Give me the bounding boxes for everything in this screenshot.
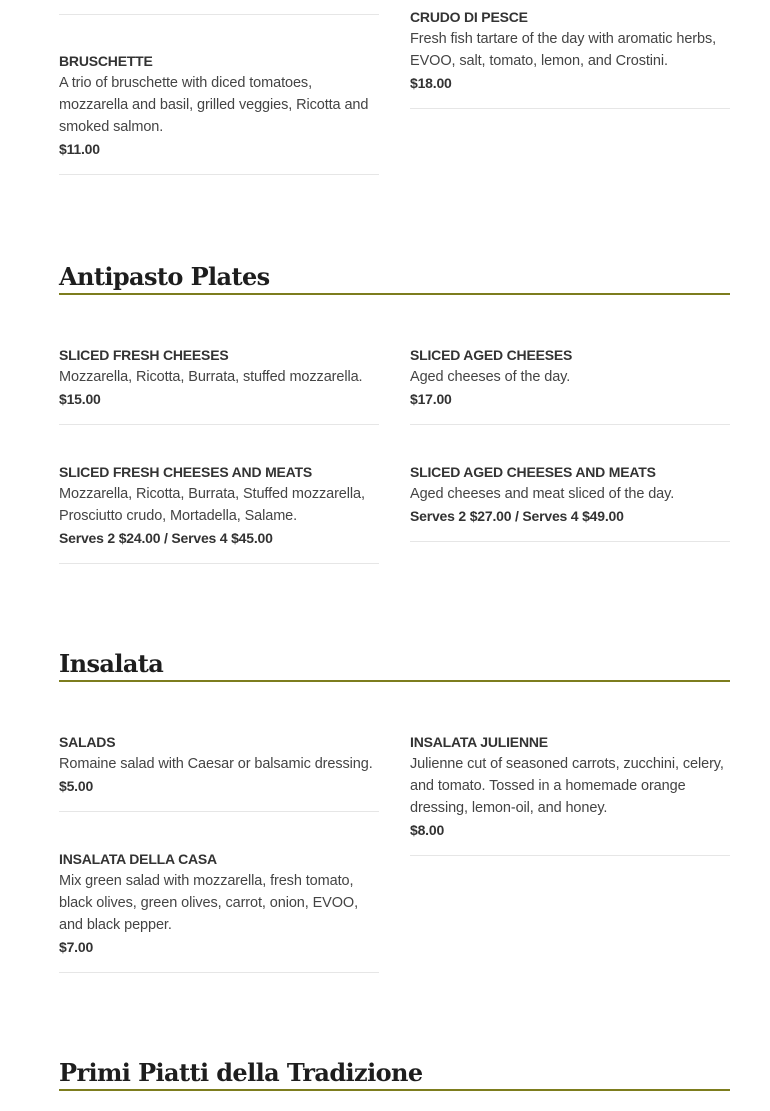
menu-item	[59, 50, 379, 175]
menu-item-name: INSALATA DELLA CASA	[59, 851, 217, 867]
menu-column-right	[410, 731, 730, 973]
menu-item-price: $5.00	[59, 778, 94, 794]
menu-grid	[59, 731, 730, 973]
menu-item-price: $15.00	[59, 391, 101, 407]
section-title: Antipasto Plates	[59, 261, 730, 295]
menu-item	[410, 731, 730, 856]
menu-item-description: Mozzarella, Ricotta, Burrata, stuffed mozzarella.	[59, 369, 363, 385]
menu-item-description: A trio of bruschette with diced tomatoes, mozzarella and basil, grilled veggies, Ricotta and smoked salmon.	[59, 75, 369, 135]
menu-item-price: Serves 2 $27.00 / Serves 4 $49.00	[410, 508, 624, 524]
section-title: Insalata	[59, 648, 730, 682]
menu-item-name: SALADS	[59, 734, 116, 750]
menu-item-name: BRUSCHETTE	[59, 53, 153, 69]
menu-item-name: SLICED AGED CHEESES	[410, 347, 573, 363]
menu-item-description: Julienne cut of seasoned carrots, zucchini, celery, and tomato. Tossed in a homemade orange dressing, lemon-oil, and honey.	[410, 756, 724, 816]
menu-item-price: $17.00	[410, 391, 452, 407]
section-title: Primi Piatti della Tradizione	[59, 1057, 730, 1091]
menu-section	[59, 261, 730, 564]
menu-item-name: SLICED AGED CHEESES AND MEATS	[410, 464, 656, 480]
menu-column-left	[59, 344, 379, 564]
menu-column-right	[410, 344, 730, 564]
menu-item	[410, 344, 730, 425]
menu-item	[59, 848, 379, 973]
menu-item-price: $8.00	[410, 822, 445, 838]
menu-item-price: $7.00	[59, 939, 94, 955]
menu-column-left	[59, 731, 379, 973]
menu-item	[59, 731, 379, 812]
menu-item-price: $18.00	[410, 75, 452, 91]
menu-item-description: Mozzarella, Ricotta, Burrata, Stuffed mozzarella, Prosciutto crudo, Mortadella, Salame.	[59, 486, 365, 524]
menu-item-description: Mix green salad with mozzarella, fresh tomato, black olives, green olives, carrot, onion, EVOO, and black pepper.	[59, 873, 359, 933]
menu-item-name: INSALATA JULIENNE	[410, 734, 548, 750]
menu-item-price: Serves 2 $24.00 / Serves 4 $45.00	[59, 530, 273, 546]
menu-grid-continued	[59, 6, 730, 175]
menu-item-description: Romaine salad with Caesar or balsamic dressing.	[59, 756, 373, 772]
menu-item-name: SLICED FRESH CHEESES AND MEATS	[59, 464, 313, 480]
menu-item-description: Aged cheeses of the day.	[410, 369, 571, 385]
menu-item-price: $11.00	[59, 141, 100, 157]
menu-item-name: CRUDO DI PESCE	[410, 9, 528, 25]
menu-item-description: Aged cheeses and meat sliced of the day.	[410, 486, 675, 502]
menu-item	[59, 461, 379, 564]
menu-grid	[59, 344, 730, 564]
menu-section	[59, 648, 730, 973]
menu-item-name: SLICED FRESH CHEESES	[59, 347, 229, 363]
menu-section	[59, 1057, 730, 1091]
menu-column-right	[410, 6, 730, 175]
menu-item	[410, 461, 730, 542]
menu-column-left	[59, 6, 379, 175]
menu-item	[59, 344, 379, 425]
menu-item	[410, 6, 730, 109]
menu-item-description: Fresh fish tartare of the day with aromatic herbs, EVOO, salt, tomato, lemon, and Crostini.	[410, 31, 717, 69]
